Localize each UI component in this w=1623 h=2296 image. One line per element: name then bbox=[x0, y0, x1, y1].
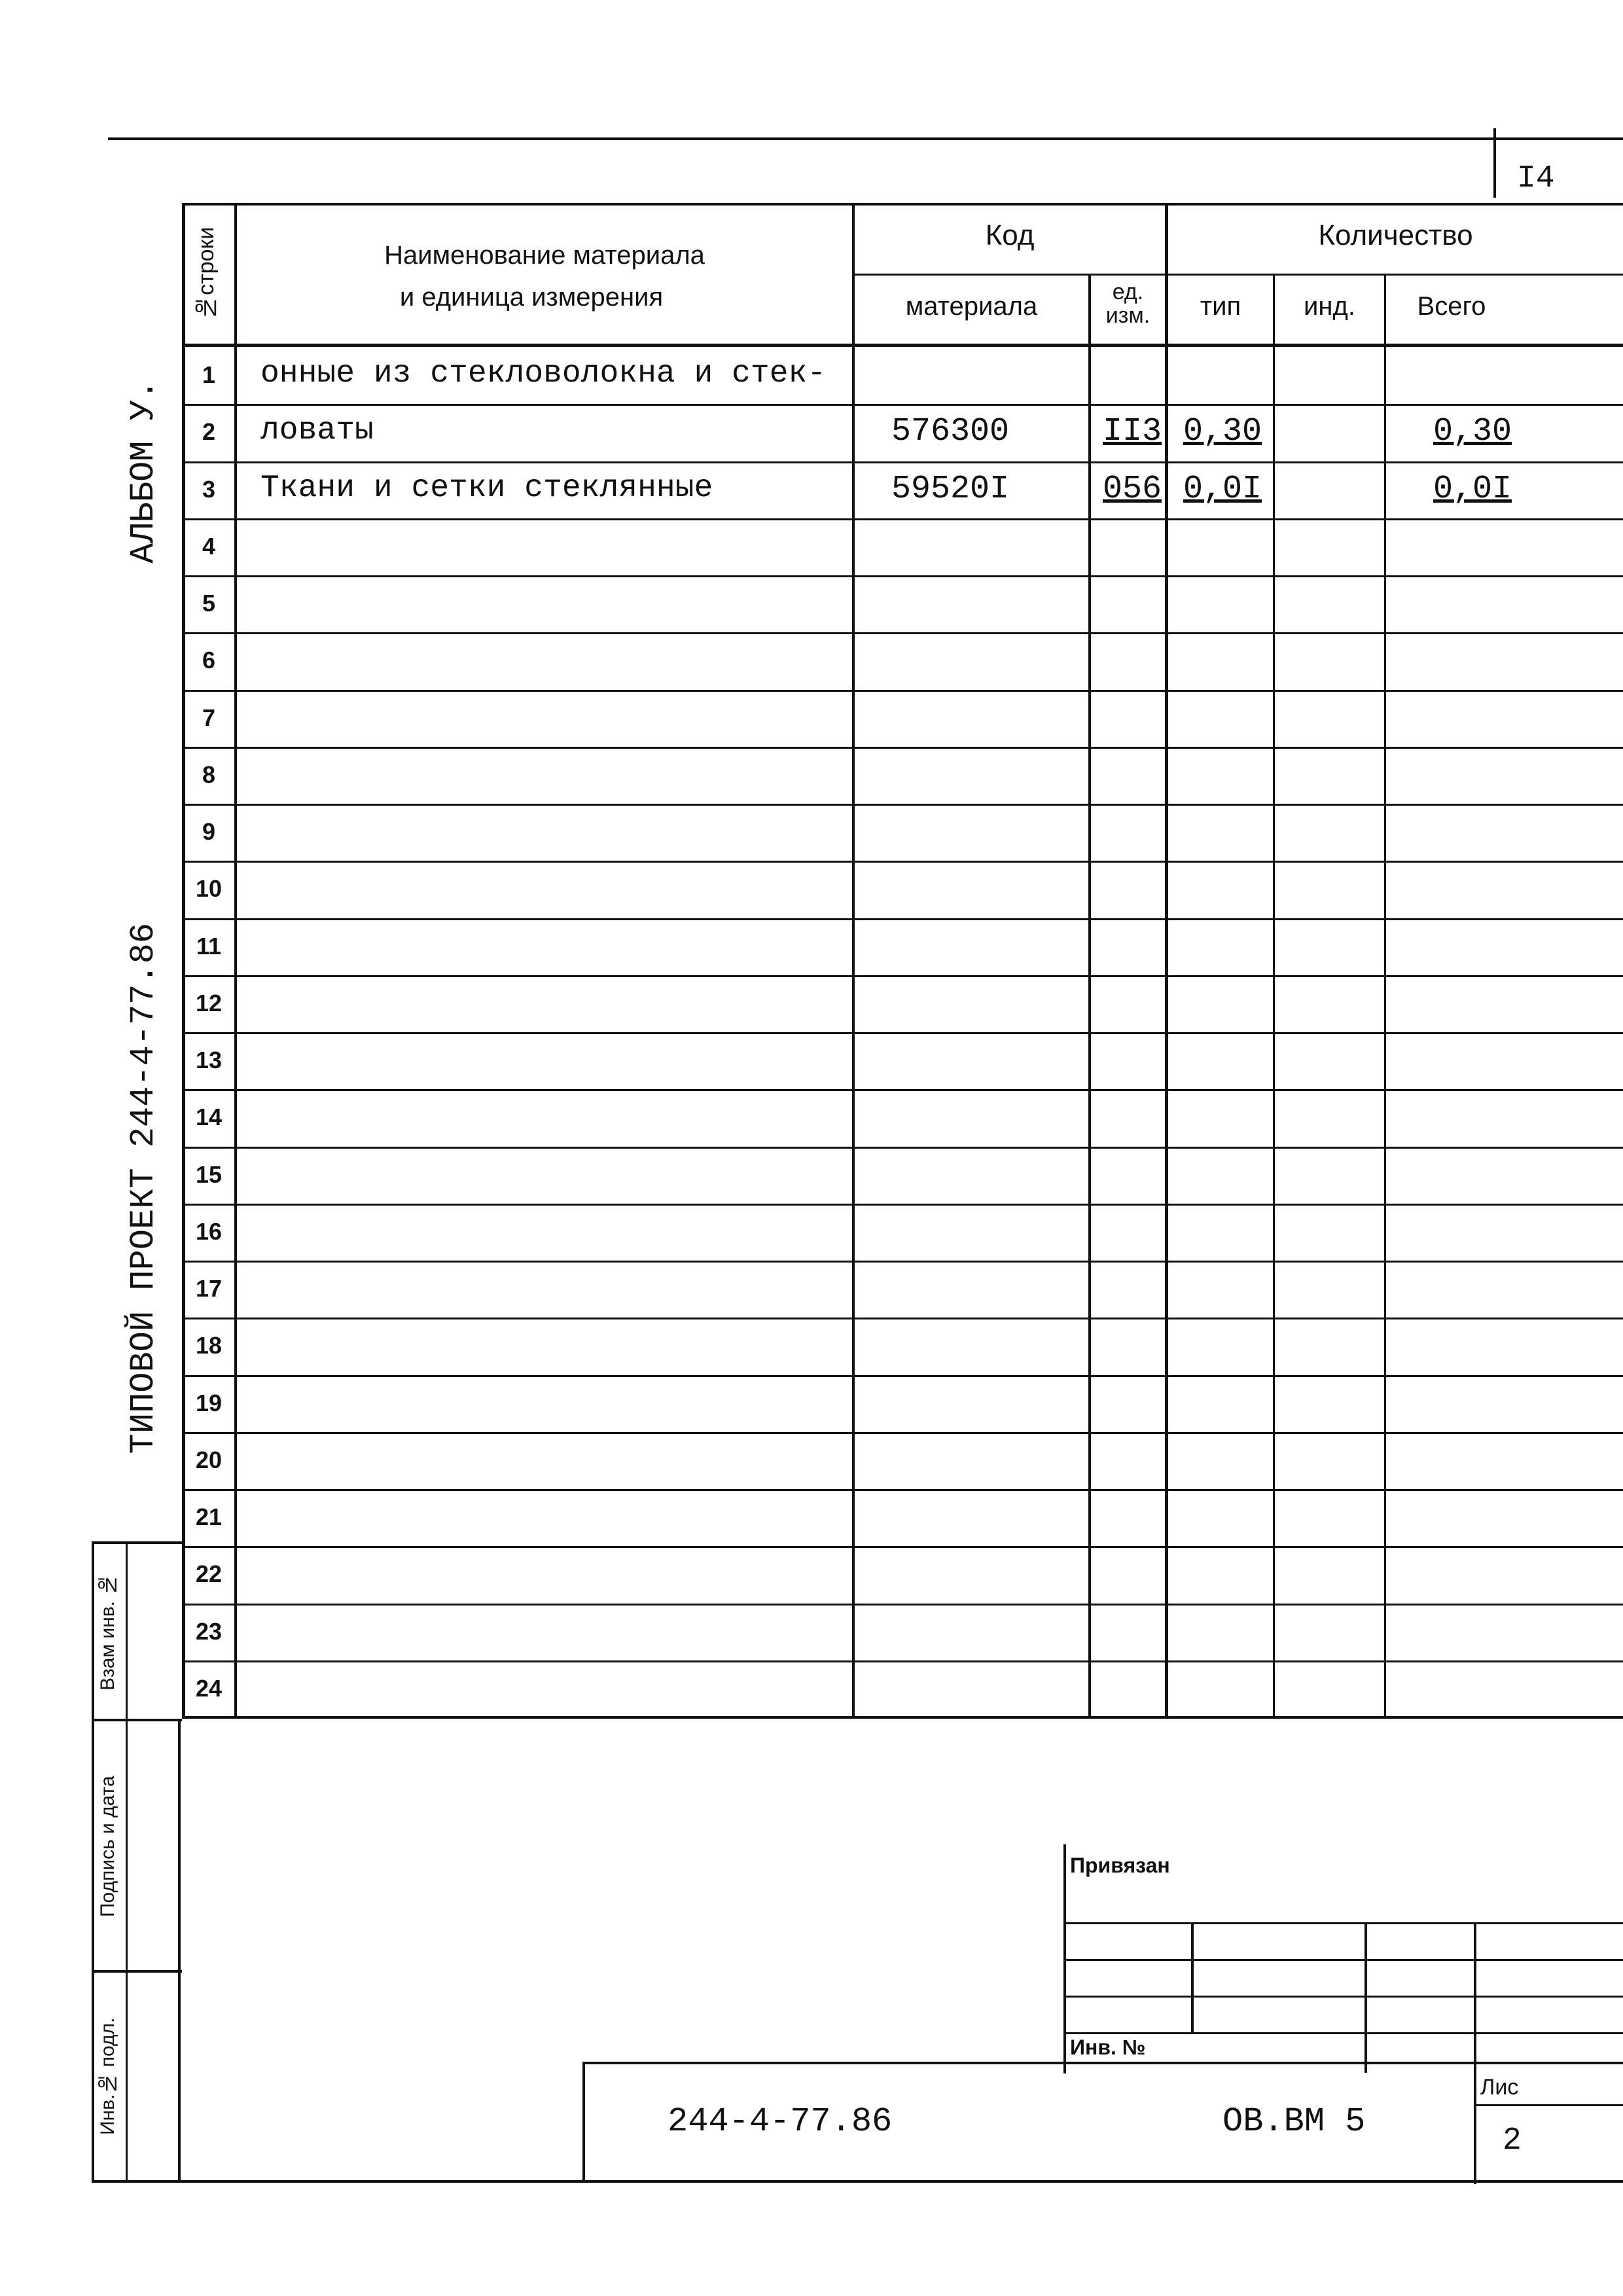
sheet-code: ОВ.ВМ 5 bbox=[1222, 2102, 1366, 2141]
row-number: 11 bbox=[196, 932, 222, 960]
row-number: 1 bbox=[202, 361, 216, 388]
row-number: 7 bbox=[202, 704, 216, 731]
code-unit-header: ед. изм. bbox=[1105, 279, 1150, 328]
qty-type-header: тип bbox=[1200, 292, 1241, 321]
name-header-line1: Наименование материала bbox=[384, 241, 705, 270]
cell-name: ловаты bbox=[260, 413, 374, 449]
cell-type: 0,0I bbox=[1183, 470, 1262, 508]
cell-total: 0,30 bbox=[1433, 413, 1512, 451]
row-number: 18 bbox=[195, 1332, 223, 1359]
name-header-line2: и единица измерения bbox=[399, 283, 664, 312]
list-label: Лис bbox=[1480, 2075, 1519, 2100]
inv-no-label: Инв. № bbox=[1070, 2036, 1146, 2059]
row-number: 16 bbox=[195, 1217, 223, 1245]
quantity-header: Количество bbox=[1318, 219, 1473, 251]
row-number: 21 bbox=[195, 1503, 223, 1530]
code-material-header: материала bbox=[905, 292, 1038, 321]
list-number: 2 bbox=[1503, 2123, 1522, 2159]
row-number: 22 bbox=[195, 1560, 223, 1588]
cell-code: 576300 bbox=[891, 413, 1010, 451]
row-number: 13 bbox=[195, 1047, 223, 1073]
row-number: 17 bbox=[195, 1275, 223, 1302]
qty-total-header: Всего bbox=[1417, 292, 1486, 321]
row-number: 2 bbox=[202, 418, 216, 446]
cell-unit: II3 bbox=[1103, 413, 1162, 451]
row-number: 12 bbox=[195, 989, 223, 1016]
sheet-corner-number: I4 bbox=[1517, 161, 1555, 196]
row-number: 3 bbox=[202, 475, 216, 503]
row-number-header: №строки bbox=[194, 226, 219, 321]
row-number: 24 bbox=[195, 1674, 223, 1702]
album-stamp: АЛЬБОМ У. bbox=[124, 380, 163, 564]
podpis-data-label: Подпись и дата bbox=[97, 1776, 118, 1917]
qty-ind-header: инд. bbox=[1304, 292, 1355, 321]
project-stamp: ТИПОВОЙ ПРОЕКТ 244-4-77.86 bbox=[124, 923, 163, 1454]
inv-podl-label: Инв.№ подл. bbox=[97, 2017, 118, 2135]
vzam-inv-label: Взам инв. № bbox=[97, 1573, 118, 1691]
row-number: 6 bbox=[202, 647, 216, 674]
cell-unit: 056 bbox=[1103, 470, 1162, 508]
cell-name: онные из стекловолокна и стек- bbox=[260, 356, 827, 391]
privyazan-label: Привязан bbox=[1070, 1854, 1170, 1877]
cell-code: 59520I bbox=[891, 470, 1010, 508]
row-number: 20 bbox=[195, 1446, 223, 1473]
row-number: 15 bbox=[195, 1160, 223, 1188]
row-number: 10 bbox=[195, 875, 223, 903]
row-number: 23 bbox=[195, 1617, 223, 1645]
row-number: 14 bbox=[195, 1103, 223, 1131]
cell-name: Ткани и сетки стеклянные bbox=[260, 470, 713, 506]
row-number: 8 bbox=[202, 761, 216, 788]
cell-type: 0,30 bbox=[1183, 413, 1262, 451]
cell-total: 0,0I bbox=[1433, 470, 1512, 508]
row-number: 4 bbox=[202, 532, 216, 560]
row-number: 5 bbox=[202, 590, 216, 617]
document-code: 244-4-77.86 bbox=[668, 2102, 893, 2141]
row-number: 9 bbox=[202, 818, 216, 845]
row-number: 19 bbox=[195, 1389, 223, 1416]
code-header: Код bbox=[985, 219, 1035, 251]
